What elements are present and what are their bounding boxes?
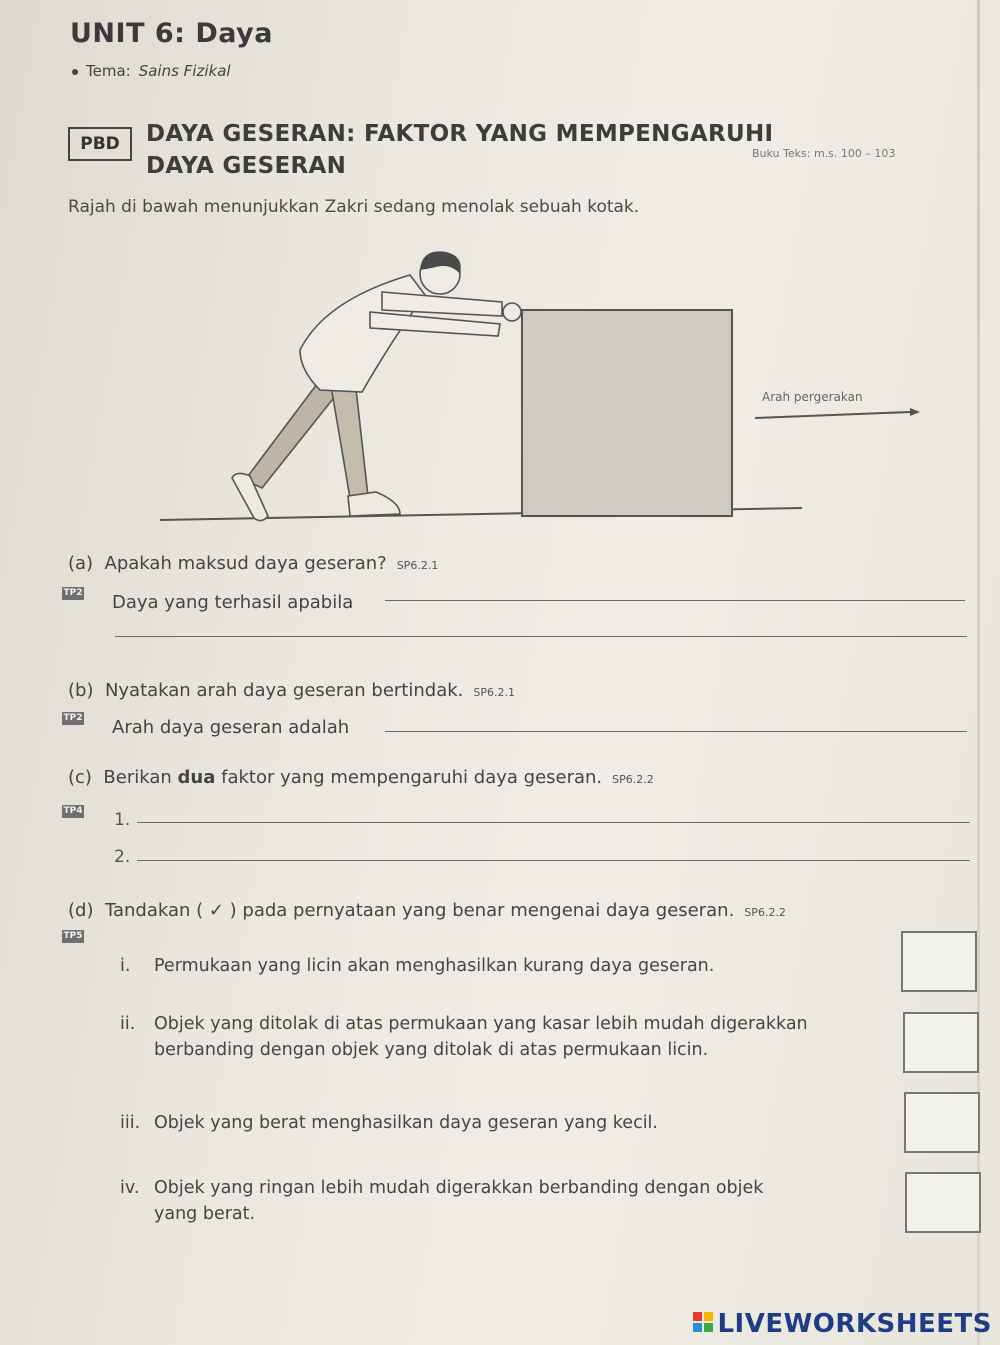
figure-pushing-box (150, 240, 940, 530)
checkbox-iv[interactable] (905, 1172, 981, 1233)
answer-prompt-b: Arah daya geseran adalah (112, 717, 350, 738)
checkbox-i[interactable] (901, 931, 977, 992)
liveworksheets-watermark (693, 1309, 992, 1339)
box-illustration (522, 310, 732, 516)
intro-text: Rajah di bawah menunjukkan Zakri sedang menolak sebuah kotak. (68, 197, 640, 217)
direction-arrow-head (910, 408, 920, 416)
question-c-text-before: Berikan (103, 767, 172, 788)
tp-badge-b: TP2 (63, 713, 83, 723)
question-d-text: Tandakan ( ✓ ) pada pernyataan yang benar mengenai daya geseran. (104, 900, 735, 921)
question-c-text-bold: dua (177, 767, 216, 788)
question-b (68, 680, 515, 701)
direction-arrow-line (755, 412, 910, 418)
statement-ii (120, 1011, 808, 1063)
statement-ii-line1: Objek yang ditolak di atas permukaan yang kasar lebih mudah digerakkan (154, 1014, 808, 1034)
statement-iv (120, 1175, 763, 1227)
statement-iv-line1: Objek yang ringan lebih mudah digerakkan berbanding dengan objek (154, 1178, 764, 1198)
person-front-leg (330, 380, 368, 498)
question-a (68, 553, 438, 574)
question-b-label: (b) (68, 680, 94, 701)
direction-label: Arah pergerakan (762, 390, 863, 404)
question-a-label: (a) (68, 553, 94, 574)
tema-line (72, 62, 231, 80)
answer-line-b[interactable] (385, 731, 967, 732)
statement-ii-line2: berbanding dengan objek yang ditolak di atas permukaan licin. (154, 1040, 709, 1060)
checkbox-iii[interactable] (904, 1092, 980, 1153)
question-c (68, 767, 654, 788)
liveworksheets-text: LIVEWORKSHEETS (717, 1309, 992, 1339)
liveworksheets-logo-icon (693, 1312, 715, 1334)
section-title-line1: DAYA GESERAN: FAKTOR YANG MEMPENGARUHI (146, 121, 774, 147)
answer-line-c2[interactable] (137, 860, 970, 861)
answer-prompt-a: Daya yang terhasil apabila (112, 592, 354, 613)
bullet-icon (72, 69, 78, 75)
question-d-label: (d) (68, 900, 94, 921)
tp-badge-d: TP5 (63, 931, 83, 941)
question-b-ref: SP6.2.1 (473, 686, 515, 699)
tema-label: Tema: (86, 62, 131, 80)
question-b-text: Nyatakan arah daya geseran bertindak. (104, 680, 464, 701)
answer-line-a1[interactable] (385, 600, 965, 601)
statement-iii (120, 1110, 658, 1136)
statement-i-text: Permukaan yang licin akan menghasilkan kurang daya geseran. (154, 956, 715, 976)
tp-badge-c: TP4 (63, 806, 83, 816)
statement-iii-number: iii. (120, 1113, 141, 1133)
statement-iv-line2: yang berat. (154, 1204, 256, 1224)
answer-line-a2[interactable] (115, 636, 967, 637)
statement-i-number: i. (120, 956, 131, 976)
question-c-ref: SP6.2.2 (612, 773, 654, 786)
statement-ii-number: ii. (120, 1014, 136, 1034)
textbook-reference: Buku Teks: m.s. 100 – 103 (752, 147, 896, 160)
question-c-text-after: faktor yang mempengaruhi daya geseran. (221, 767, 603, 788)
question-a-text: Apakah maksud daya geseran? (104, 553, 387, 574)
answer-number-2: 2. (114, 847, 131, 867)
unit-title: UNIT 6: Daya (70, 18, 273, 49)
tema-value: Sains Fizikal (138, 62, 231, 80)
question-c-label: (c) (68, 767, 92, 788)
statement-i (120, 953, 714, 979)
section-title (146, 118, 773, 182)
person-back-leg (245, 380, 340, 488)
statement-iv-number: iv. (120, 1178, 140, 1198)
section-title-line2: DAYA GESERAN (146, 153, 347, 179)
answer-number-1: 1. (114, 810, 131, 830)
question-d-ref: SP6.2.2 (744, 906, 786, 919)
statement-iii-text: Objek yang berat menghasilkan daya geseran yang kecil. (154, 1113, 658, 1133)
tp-badge-a: TP2 (63, 588, 83, 598)
person-front-shoe (348, 492, 400, 516)
question-a-ref: SP6.2.1 (396, 559, 439, 572)
person-hand (503, 303, 521, 321)
pbd-badge: PBD (68, 127, 132, 161)
question-d (68, 900, 786, 921)
person-shirt (300, 275, 425, 392)
answer-line-c1[interactable] (137, 822, 970, 823)
checkbox-ii[interactable] (903, 1012, 979, 1073)
